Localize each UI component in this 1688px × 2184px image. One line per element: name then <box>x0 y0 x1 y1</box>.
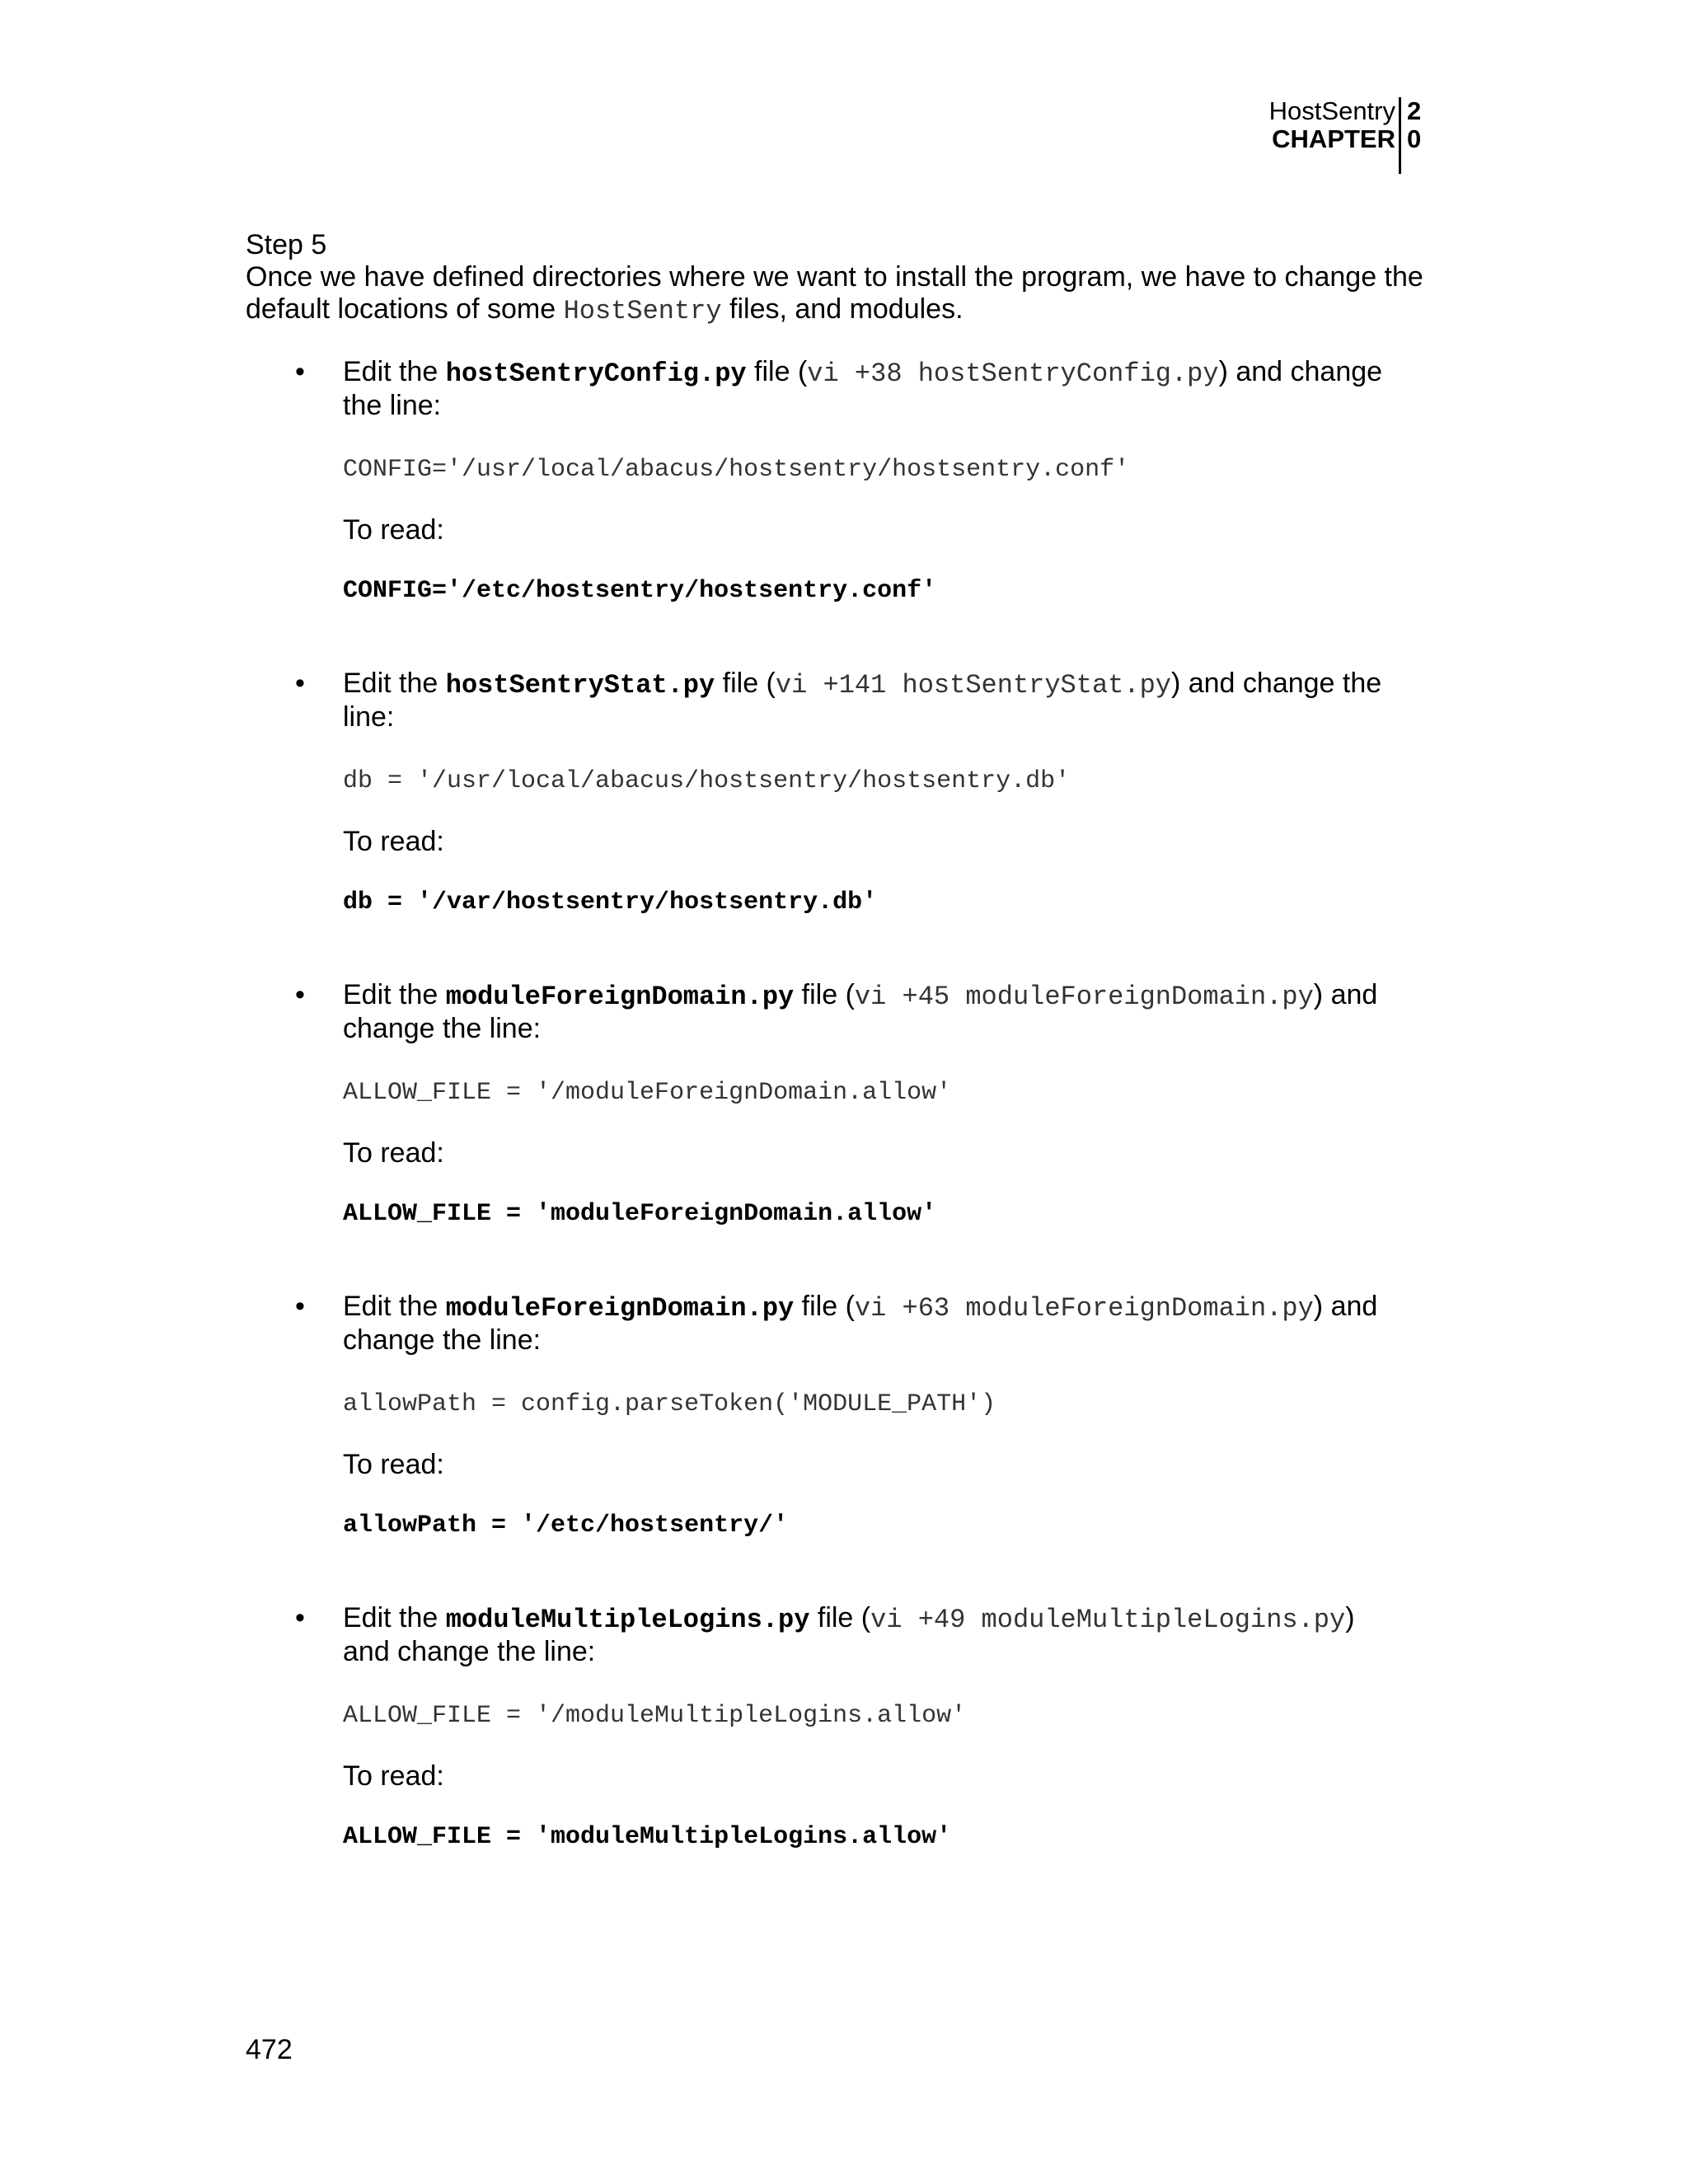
instruction-prefix: Edit the <box>343 356 446 387</box>
running-header <box>0 97 1688 176</box>
bullet-marker: • <box>295 356 305 387</box>
instruction-line <box>343 979 1447 1013</box>
instruction-prefix: Edit the <box>343 668 446 699</box>
instruction-line: line: <box>343 701 395 733</box>
instruction-line: the line: <box>343 390 442 421</box>
page-number: 472 <box>246 2034 293 2065</box>
instruction-text <box>343 668 1447 733</box>
original-code-line: ALLOW_FILE = '/moduleMultipleLogins.allow' <box>343 1702 967 1730</box>
instruction-line <box>343 1291 1447 1324</box>
vi-command: vi +63 moduleForeignDomain.py <box>854 1293 1314 1324</box>
to-read-label: To read: <box>343 514 444 546</box>
chapter-label: CHAPTER <box>1272 124 1395 153</box>
original-code-line: CONFIG='/usr/local/abacus/hostsentry/hostsentry.conf' <box>343 456 1130 484</box>
bullet-marker: • <box>295 1291 305 1322</box>
instruction-line <box>343 1602 1447 1636</box>
to-read-label: To read: <box>343 1760 444 1792</box>
instruction-prefix: Edit the <box>343 1291 446 1322</box>
step-line <box>246 293 1432 327</box>
instruction-line: change the line: <box>343 1013 542 1044</box>
instruction-text <box>343 1602 1447 1668</box>
instruction-file-word: file ( <box>746 356 808 387</box>
step-paragraph <box>246 229 1432 327</box>
file-name: moduleMultipleLogins.py <box>445 1605 810 1635</box>
vi-command: vi +141 hostSentryStat.py <box>775 670 1171 701</box>
instruction-prefix: Edit the <box>343 979 446 1010</box>
instruction-line: change the line: <box>343 1324 542 1356</box>
to-read-label: To read: <box>343 1449 444 1480</box>
chapter-digit: 0 <box>1407 124 1422 153</box>
to-read-label: To read: <box>343 826 444 857</box>
instruction-file-word: file ( <box>809 1602 871 1633</box>
instruction-text <box>343 979 1447 1045</box>
instruction-suffix: ) and <box>1313 1291 1378 1322</box>
instruction-suffix: ) and <box>1313 979 1378 1010</box>
step-text: files, and modules. <box>721 293 964 325</box>
file-name: hostSentryConfig.py <box>445 359 747 389</box>
chapter-digit: 2 <box>1407 96 1422 125</box>
step-text: default locations of some <box>246 293 564 325</box>
step-title: Step 5 <box>246 229 327 260</box>
bullet-marker: • <box>295 979 305 1010</box>
instruction-line <box>343 668 1447 701</box>
instruction-prefix: Edit the <box>343 1602 446 1633</box>
instruction-text <box>343 1291 1447 1357</box>
chapter-number <box>1407 97 1421 153</box>
bullet-marker: • <box>295 1602 305 1633</box>
instruction-file-word: file ( <box>794 979 855 1010</box>
header-divider <box>1399 97 1401 174</box>
to-read-label: To read: <box>343 1137 444 1169</box>
running-title: HostSentry <box>1268 96 1395 125</box>
vi-command: vi +38 hostSentryConfig.py <box>807 359 1219 389</box>
replacement-code-line: allowPath = '/etc/hostsentry/' <box>343 1511 789 1540</box>
file-name: hostSentryStat.py <box>445 670 715 701</box>
instruction-file-word: file ( <box>794 1291 855 1322</box>
step-line: Once we have defined directories where we want to install the program, we have to change the <box>246 261 1423 293</box>
original-code-line: db = '/usr/local/abacus/hostsentry/hostsentry.db' <box>343 767 1071 795</box>
original-code-line: allowPath = config.parseToken('MODULE_PATH') <box>343 1390 996 1418</box>
replacement-code-line: ALLOW_FILE = 'moduleForeignDomain.allow' <box>343 1200 937 1228</box>
instruction-file-word: file ( <box>715 668 776 699</box>
original-code-line: ALLOW_FILE = '/moduleForeignDomain.allow' <box>343 1079 952 1107</box>
header-titles <box>1269 97 1395 153</box>
replacement-code-line: ALLOW_FILE = 'moduleMultipleLogins.allow' <box>343 1823 952 1851</box>
file-name: moduleForeignDomain.py <box>445 1293 795 1324</box>
vi-command: vi +49 moduleMultipleLogins.py <box>870 1605 1346 1635</box>
instruction-line <box>343 356 1447 390</box>
vi-command: vi +45 moduleForeignDomain.py <box>854 982 1314 1012</box>
instruction-suffix: ) <box>1345 1602 1355 1633</box>
file-name: moduleForeignDomain.py <box>445 982 795 1012</box>
bullet-marker: • <box>295 668 305 699</box>
replacement-code-line: CONFIG='/etc/hostsentry/hostsentry.conf' <box>343 577 937 605</box>
replacement-code-line: db = '/var/hostsentry/hostsentry.db' <box>343 888 878 916</box>
program-name: HostSentry <box>563 296 722 326</box>
instruction-suffix: ) and change the <box>1170 668 1382 699</box>
instruction-line: and change the line: <box>343 1636 596 1667</box>
instruction-suffix: ) and change <box>1218 356 1383 387</box>
instruction-text <box>343 356 1447 422</box>
